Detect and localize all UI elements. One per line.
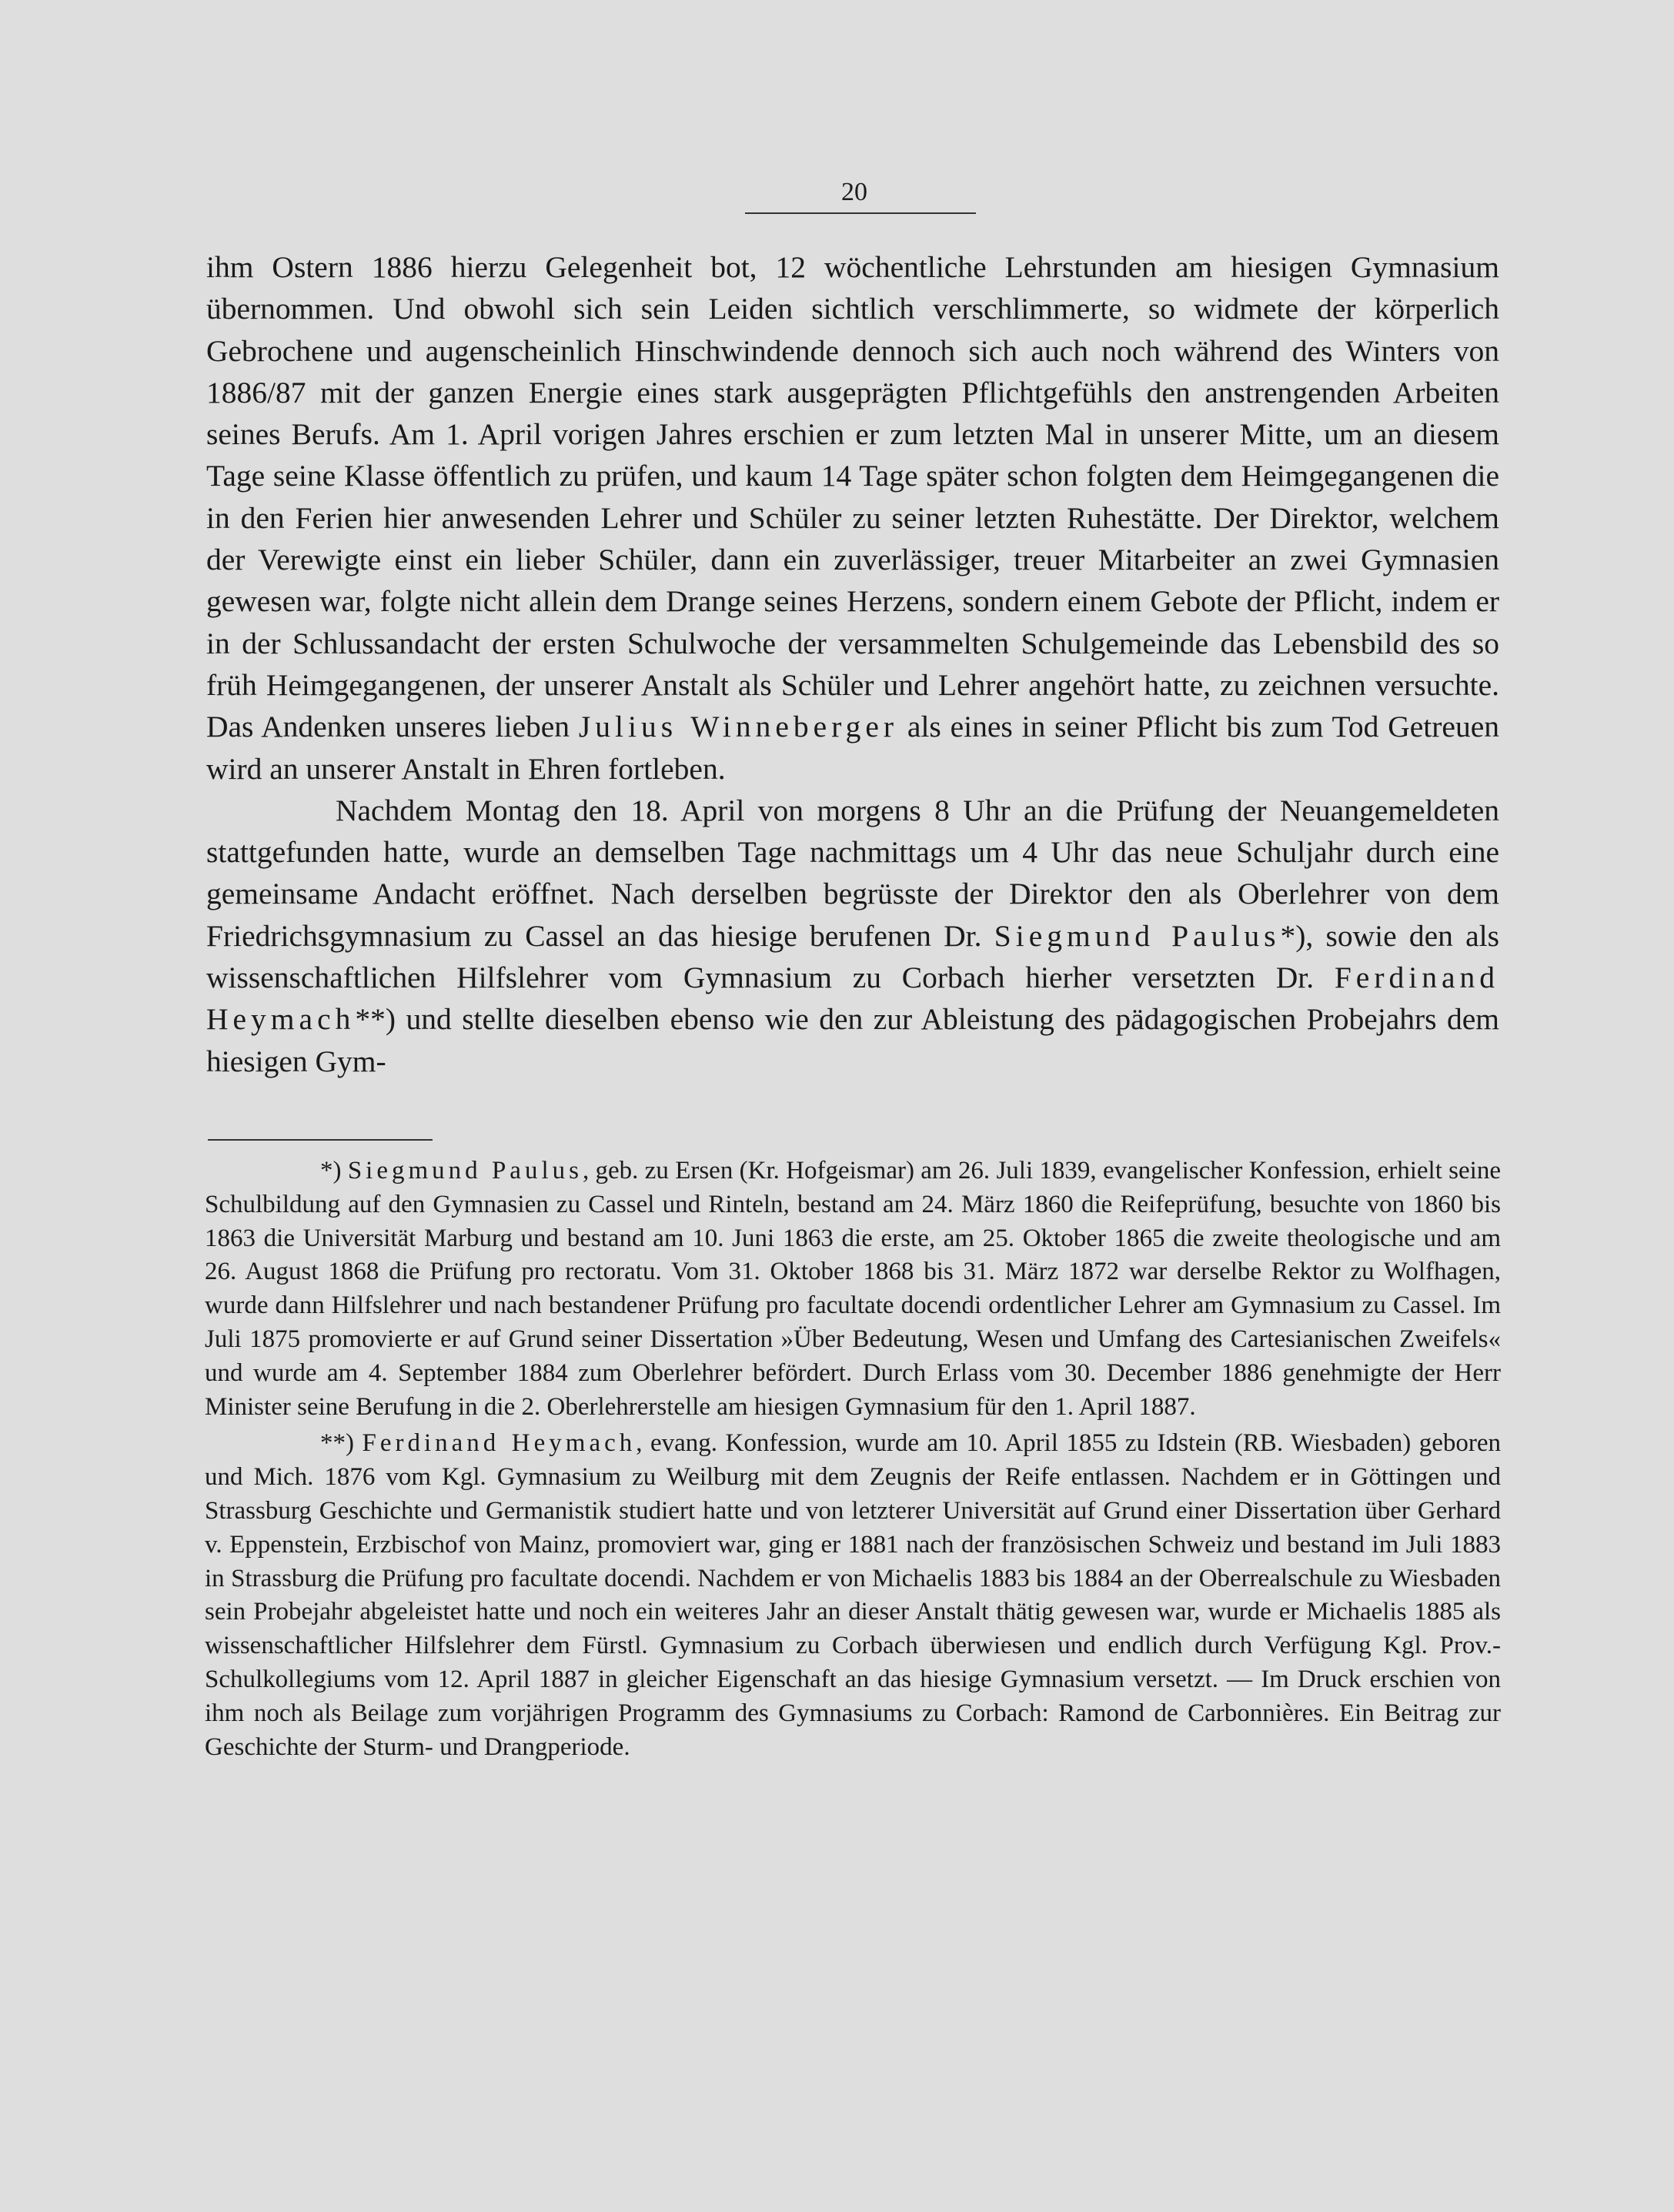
footnote [205,1427,1501,1764]
page-number: 20 [841,178,867,206]
footnote-separator [208,1139,433,1141]
text-run: ihm Ostern 1886 hierzu Gelegenheit bot, 12 wöchentliche Lehrstunden am hiesigen Gymnasium übernommen. Und obwohl sich sein Leiden sichtlich verschlimmerte, so widmete der körperlich Gebrochene und augenscheinlich Hinschwindende dennoch sich auch noch während des Winters von 1886/87 mit der ganzen Energie eines stark ausgeprägten Pflichtgefühls den anstrengenden Arbeiten seines Berufs. Am 1. April vorigen Jahres erschien er zum letzten Mal in unserer Mitte, um an diesem Tage seine Klasse öffentlich zu prüfen, und kaum 14 Tage später schon folgten dem Heimgegangenen die in den Ferien hier anwesenden Lehrer und Schüler zu seiner letzten Ruhestätte. Der Direktor, welchem der Verewigte einst ein lieber Schüler, dann ein zuverlässiger, treuer Mitarbeiter an zwei Gymnasien gewesen war, folgte nicht allein dem Drange seines Herzens, sondern einem Gebote der Pflicht, indem er in der Schlussandacht der ersten Schulwoche der versammelten Schulgemeinde das Lebensbild des so früh Heimgegangenen, der unserer Anstalt als Schüler und Lehrer angehört hatte, zu zeichnen versuchte. Das Andenken unseres lieben [206,250,1499,744]
main-text [206,246,1499,1082]
footnote-marker: **) [320,1429,354,1458]
footnote-marker: *) [320,1157,342,1185]
header-rule [745,212,976,214]
body-paragraph [206,790,1499,1082]
text-run: **) und stellte dieselben ebenso wie den zur Ableistung des pädagogischen Probejahrs dem hiesigen Gym- [206,1002,1499,1078]
footnote-name: Ferdinand Heymach [362,1429,637,1458]
footnote-text: , evang. Konfession, wurde am 10. April 1855 zu Idstein (RB. Wiesbaden) geboren und Mich. 1876 vom Kgl. Gymnasium zu Weilburg mit dem Zeugnis der Reife entlassen. Nachdem er in Göttingen und Strassburg Geschichte und Germanistik studiert hatte und von letzterer Universität auf Grund einer Dissertation über Gerhard v. Eppenstein, Erzbischof von Mainz, promoviert war, ging er 1881 nach der französischen Schweiz und bestand im Juli 1883 in Strassburg die Prüfung pro facultate docendi. Nachdem er von Michaelis 1883 bis 1884 an der Oberrealschule zu Wiesbaden sein Probejahr abgeleistet hatte und noch ein weiteres Jahr an dieser Anstalt thätig gewesen war, wurde er Michaelis 1885 als wissenschaftlicher Hilfslehrer dem Fürstl. Gymnasium zu Corbach überwiesen und endlich durch Verfügung Kgl. Prov.-Schulkollegiums vom 12. April 1887 in gleicher Eigenschaft an das hiesige Gymnasium versetzt. — Im Druck erschien von ihm noch als Beilage zum vorjährigen Programm des Gymnasiums zu Corbach: Ramond de Carbonnières. Ein Beitrag zur Geschichte der Sturm- und Drangperiode. [205,1429,1501,1761]
text-run: Nachdem Montag den 18. April von morgens 8 Uhr an die Prüfung der Neuangemeldeten stattgefunden hatte, wurde an demselben Tage nachmittags um 4 Uhr das neue Schuljahr durch eine gemeinsame Andacht eröffnet. Nach derselben begrüsste der Direktor den als Oberlehrer von dem Friedrichsgymnasium zu Cassel an das hiesige berufenen Dr. [206,793,1499,953]
footnote [205,1154,1501,1424]
person-name-spaced: Siegmund Paulus [994,918,1281,953]
text-run: als eines in seiner Pflicht bis zum Tod Getreuen wird an unserer Anstalt in Ehren fortleben. [206,710,1499,786]
body-paragraph [206,246,1499,790]
footnotes [205,1154,1501,1764]
footnote-name: Siegmund Paulus [347,1157,583,1185]
person-name-spaced: Julius Winneberger [578,710,899,744]
text-run: *), sowie den als wissenschaftlichen Hilfslehrer vom Gymnasium zu Corbach hierher versetzten Dr. [206,918,1500,995]
footnote-text: , geb. zu Ersen (Kr. Hofgeismar) am 26. Juli 1839, evangelischer Konfession, erhielt seine Schulbildung auf den Gymnasien zu Cassel und Rinteln, bestand am 24. März 1860 die Reifeprüfung, besuchte von 1860 bis 1863 die Universität Marburg und bestand am 10. Juni 1863 die erste, am 25. Oktober 1865 die zweite theologische und am 26. August 1868 die Prüfung pro rectoratu. Vom 31. Oktober 1868 bis 31. März 1872 war derselbe Rektor zu Wolfhagen, wurde dann Hilfslehrer und nach bestandener Prüfung pro facultate docendi ordentlicher Lehrer am Gymnasium zu Cassel. Im Juli 1875 promovierte er auf Grund seiner Dissertation »Über Bedeutung, Wesen und Umfang des Cartesianischen Zweifels« und wurde am 4. September 1884 zum Oberlehrer befördert. Durch Erlass vom 30. December 1886 genehmigte der Herr Minister seine Berufung in die 2. Oberlehrerstelle am hiesigen Gymnasium für den 1. April 1887. [205,1157,1501,1421]
page-header [739,177,970,214]
person-name-spaced: Ferdinand Heymach [206,961,1499,1037]
